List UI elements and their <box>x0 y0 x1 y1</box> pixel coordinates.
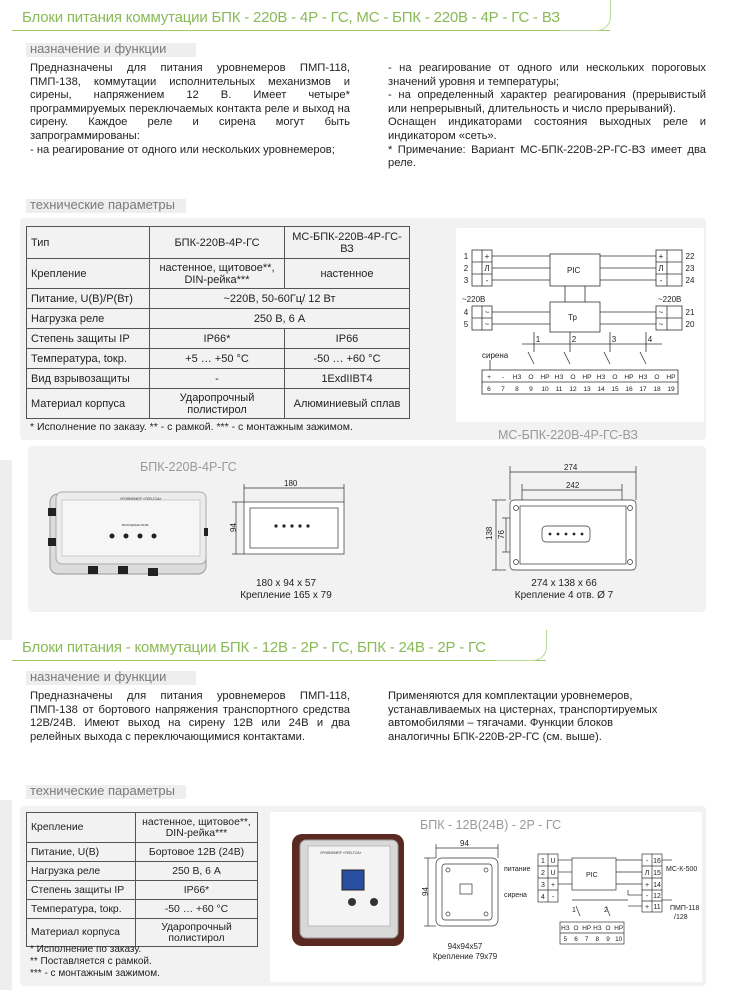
terminal-number: 1 <box>463 252 469 261</box>
terminal-sign: U <box>550 870 556 877</box>
relay-number: 4 <box>647 335 653 344</box>
section2-right-line4: аналогичны БПК-220В-2Р-ГС (см. выше). <box>388 730 602 743</box>
device1-label: УРОВНЕМЕР «ТЕВ-ГСА» <box>120 497 162 501</box>
terminal-number: 11 <box>555 386 563 393</box>
section2-right-paragraph <box>388 690 706 744</box>
terminal-number: 9 <box>529 386 533 393</box>
table-cell: настенное <box>285 259 410 289</box>
section2-note1: * Исполнение по заказу. <box>30 944 142 955</box>
product1-drawing <box>226 480 346 580</box>
product2-outer: 274 <box>564 463 578 472</box>
section2-right-line2: устанавливаемых на цистернах, транспортируемых <box>388 703 658 716</box>
section2-left-paragraph: Предназначены для питания уровнемеров ПМП-118, ПМП-138 от бортового напряжения транспортного средства 12В/24В. Имеют выход на сирену 12В или 24В и два релейных выхода с переключающимися контактами. <box>30 690 350 743</box>
section1-left-p1: Предназначены для питания уровнемеров ПМП-118, ПМП-138, коммутации исполнительных механизмов и сирены, напряжением 12 В. Имеет четыре* программируемых переключаемых контакта реле и выход на сирену. Каждое реле и сирена могут быть запрограммированы: <box>30 62 350 142</box>
terminal-number: 12 <box>569 386 577 393</box>
table-cell: -50 … +60 °С <box>285 349 410 369</box>
terminal-number: 7 <box>584 936 589 943</box>
product2-inner: 242 <box>566 481 580 490</box>
product2-dims: 274 х 138 х 66 <box>531 578 597 589</box>
terminal-number: 6 <box>487 386 491 393</box>
wiring-diagram-1 <box>462 242 698 398</box>
terminal-number: 9 <box>606 936 610 943</box>
product1-height: 94 <box>229 523 238 532</box>
sidebar-strip-bottom <box>0 800 12 990</box>
table-cell: Ударопрочный полистирол <box>150 389 285 419</box>
section2-drawing <box>420 838 506 942</box>
product2-inner-h: 76 <box>497 530 506 539</box>
table-row <box>27 862 258 881</box>
terminal-sign: НР <box>540 374 550 381</box>
tech2-heading: технические параметры <box>30 783 175 798</box>
table-row <box>27 349 410 369</box>
section1-right-p1: - на реагирование от одного или нескольких пороговых значений уровня и температуры; <box>388 62 706 88</box>
product1-mount: Крепление 165 х 79 <box>240 590 332 601</box>
purpose2-heading: назначение и функции <box>30 669 167 684</box>
terminal-sign: НР <box>614 925 624 932</box>
wiring-diagram-2 <box>502 850 702 948</box>
section1-left-paragraph <box>30 62 350 157</box>
device1-photo <box>48 486 208 582</box>
table-cell: Крепление <box>27 259 150 289</box>
terminal-sign: НР <box>582 374 592 381</box>
terminal-number: 1 <box>541 858 545 865</box>
sidebar-strip-top <box>0 460 12 640</box>
table-row <box>27 309 410 329</box>
table-cell: Питание, U(В) <box>27 843 136 862</box>
table-row <box>27 843 258 862</box>
table-cell: - <box>150 369 285 389</box>
terminal-number: 15 <box>653 870 661 877</box>
device1-small: ВЫХОДНЫЕ РЕЛЕ <box>122 523 149 527</box>
tech-heading: технические параметры <box>30 197 175 212</box>
section1-right-paragraph <box>388 62 706 171</box>
pic-label: PIC <box>567 266 581 275</box>
terminal-sign: О <box>612 374 618 381</box>
table-row <box>27 881 258 900</box>
terminal-sign: + <box>644 904 650 911</box>
terminal-number: 12 <box>653 893 661 900</box>
terminal-sign: ~ <box>484 320 490 329</box>
terminal-sign: ~ <box>658 308 664 317</box>
terminal-number: 4 <box>541 894 545 901</box>
siren2-label: сирена <box>504 892 527 899</box>
product1-width: 180 <box>284 480 298 488</box>
device2-photo <box>290 830 406 948</box>
table-cell: Нагрузка реле <box>27 309 150 329</box>
tr-label: Тр <box>568 313 577 322</box>
terminal-number: 13 <box>583 386 591 393</box>
table-cell: IP66 <box>285 329 410 349</box>
terminal-sign: О <box>528 374 534 381</box>
terminal-number: 16 <box>625 386 633 393</box>
section2-product-caption: БПК - 12В(24В) - 2Р - ГС <box>420 818 562 832</box>
table-cell: Питание, U(В)/P(Вт) <box>27 289 150 309</box>
purpose-heading: назначение и функции <box>30 41 167 56</box>
pic2-label: PIC <box>586 872 598 879</box>
terminal-number: 4 <box>463 308 469 317</box>
terminal-sign: НЗ <box>596 374 606 381</box>
terminal-number: 10 <box>615 936 623 943</box>
section2-dim-height: 94 <box>421 887 430 896</box>
table-cell: Степень защиты IP <box>27 881 136 900</box>
table-cell: Крепление <box>27 813 136 843</box>
terminal-number: 14 <box>653 882 661 889</box>
terminal-sign: Л <box>658 264 664 273</box>
table-cell: -50 … +60 °С <box>136 900 258 919</box>
terminal-sign: - <box>645 893 649 900</box>
terminal-sign: U <box>550 858 556 865</box>
terminal-number: 21 <box>685 308 695 317</box>
section2-title-line <box>12 660 546 661</box>
terminal-sign: НЗ <box>512 374 522 381</box>
terminal-number: 18 <box>653 386 661 393</box>
siren-label: сирена <box>482 351 509 360</box>
section1-right-p2: - на определенный характер реагирования (прерывистый или непрерывный, длительность и число прерываний). <box>388 89 706 115</box>
section1-title: Блоки питания коммутации БПК - 220В - 4Р - ГС, МС - БПК - 220В - 4Р - ГС - ВЗ <box>22 9 560 26</box>
table-cell: Нагрузка реле <box>27 862 136 881</box>
terminal-number: 10 <box>541 386 549 393</box>
terminal-sign: ~ <box>484 308 490 317</box>
terminal-sign: - <box>659 276 663 285</box>
terminal-number: 8 <box>595 936 600 943</box>
terminal-number: 3 <box>541 882 545 889</box>
terminal-number: 23 <box>685 264 695 273</box>
mc-label: МС-К-500 <box>666 866 698 873</box>
section1-title-bubble <box>560 0 611 31</box>
terminal-number: 3 <box>463 276 469 285</box>
device2-label: УРОВНЕМЕР «ТЕВ-ГСА» <box>320 851 362 855</box>
section2-note3: *** - с монтажным зажимом. <box>30 968 160 979</box>
section2-right-line1: Применяются для комплектации уровнемеров, <box>388 690 633 702</box>
table-cell: Материал корпуса <box>27 389 150 419</box>
section1-table-note: * Исполнение по заказу. ** - с рамкой. *** - с монтажным зажимом. <box>30 421 353 433</box>
terminal-sign: - <box>551 894 555 901</box>
table-cell: ~220В, 50-60Гц/ 12 Вт <box>150 289 410 309</box>
terminal-sign: + <box>484 252 490 261</box>
table-cell: настенное, щитовое**, DIN-рейка*** <box>136 813 258 843</box>
table-cell: IP66* <box>150 329 285 349</box>
relay-number: 3 <box>611 335 617 344</box>
terminal-sign: НЗ <box>638 374 648 381</box>
table-row <box>27 919 258 947</box>
terminal-sign: - <box>645 858 649 865</box>
relay-number: 1 <box>535 335 541 344</box>
diagram-caption: МС-БПК-220В-4Р-ГС-ВЗ <box>498 428 638 442</box>
terminal-sign: О <box>605 925 611 932</box>
table-cell: настенное, щитовое**, DIN-рейка*** <box>150 259 285 289</box>
terminal-sign: + <box>550 882 556 889</box>
terminal-sign: + <box>487 374 491 381</box>
table-cell: Алюминиевый сплав <box>285 389 410 419</box>
table-cell: 1ExdIIBT4 <box>285 369 410 389</box>
terminal-sign: НЗ <box>561 925 570 932</box>
terminal-sign: НЗ <box>593 925 602 932</box>
table-cell: IP66* <box>136 881 258 900</box>
table-row <box>27 900 258 919</box>
terminal-sign: О <box>573 925 579 932</box>
power-label: питание <box>504 866 531 873</box>
section1-right-p4: * Примечание: Вариант МС-БПК-220В-2Р-ГС-ВЗ имеет два реле. <box>388 143 706 170</box>
pmp-label2: /128 <box>674 914 688 921</box>
terminal-sign: - <box>501 374 505 381</box>
terminal-number: 15 <box>611 386 619 393</box>
table-cell: Температура, tокр. <box>27 900 136 919</box>
relay-number: 2 <box>571 335 577 344</box>
section2-dims: 94х94х57 <box>447 942 483 951</box>
table-cell: Вид взрывозащиты <box>27 369 150 389</box>
product2-height: 138 <box>485 526 494 540</box>
terminal-sign: О <box>570 374 576 381</box>
terminal-sign: НР <box>666 374 676 381</box>
relay-number: 1 <box>572 907 576 914</box>
terminal-sign: НЗ <box>554 374 564 381</box>
table-cell: Ударопрочный полистирол <box>136 919 258 947</box>
supply-label-left: ~220В <box>462 295 486 304</box>
terminal-number: 20 <box>685 320 695 329</box>
terminal-sign: О <box>654 374 660 381</box>
terminal-sign: НР <box>624 374 634 381</box>
section1-title-line <box>12 30 610 31</box>
terminal-number: 2 <box>463 264 469 273</box>
table-cell: 250 В, 6 А <box>136 862 258 881</box>
terminal-number: 19 <box>667 386 675 393</box>
pmp-label: ПМП-118 <box>670 905 700 912</box>
supply-label-right: ~220В <box>658 295 682 304</box>
terminal-sign: - <box>485 276 489 285</box>
table-row <box>27 227 410 259</box>
section2-note2: ** Поставляется с рамкой. <box>30 956 152 967</box>
table-cell: МС-БПК-220В-4Р-ГС-ВЗ <box>285 227 410 259</box>
table-cell: +5 … +50 °С <box>150 349 285 369</box>
table-row <box>27 259 410 289</box>
terminal-number: 14 <box>597 386 605 393</box>
table-cell: 250 В, 6 А <box>150 309 410 329</box>
terminal-number: 11 <box>653 904 661 911</box>
terminal-number: 22 <box>685 252 695 261</box>
section2-mount: Крепление 79х79 <box>432 952 498 961</box>
terminal-sign: ~ <box>658 320 664 329</box>
table-cell: Материал корпуса <box>27 919 136 947</box>
relay-number: 2 <box>604 907 608 914</box>
table-cell: Тип <box>27 227 150 259</box>
terminal-number: 17 <box>639 386 647 393</box>
product2-mount: Крепление 4 отв. Ø 7 <box>514 590 614 601</box>
table-row <box>27 389 410 419</box>
product1-caption: БПК-220В-4Р-ГС <box>140 460 237 474</box>
terminal-number: 2 <box>541 870 545 877</box>
section2-spec-table <box>26 812 258 947</box>
terminal-number: 7 <box>501 386 505 393</box>
table-row <box>27 289 410 309</box>
section2-dim-width: 94 <box>460 839 469 848</box>
table-cell: БПК-220В-4Р-ГС <box>150 227 285 259</box>
terminal-sign: + <box>658 252 664 261</box>
terminal-number: 24 <box>685 276 695 285</box>
terminal-sign: Л <box>644 870 650 877</box>
terminal-number: 6 <box>574 936 578 943</box>
section2-title: Блоки питания - коммутации БПК - 12В - 2Р - ГС, БПК - 24В - 2Р - ГС <box>22 639 486 656</box>
table-row <box>27 329 410 349</box>
terminal-sign: НР <box>582 925 592 932</box>
table-cell: Температура, tокр. <box>27 349 150 369</box>
section2-title-bubble <box>496 630 547 661</box>
section1-right-p3: Оснащен индикаторами состояния выходных реле и индикатором «сеть». <box>388 116 706 142</box>
terminal-number: 5 <box>563 936 568 943</box>
product2-drawing <box>470 460 646 580</box>
terminal-number: 16 <box>653 858 661 865</box>
table-row <box>27 369 410 389</box>
table-cell: Степень защиты IP <box>27 329 150 349</box>
section2-right-line3: автомобилями – тягачами. Функции блоков <box>388 717 614 730</box>
terminal-sign: + <box>644 882 650 889</box>
table-row <box>27 813 258 843</box>
section1-spec-table <box>26 226 410 419</box>
product1-dims: 180 х 94 х 57 <box>255 578 317 589</box>
table-cell: Бортовое 12В (24В) <box>136 843 258 862</box>
terminal-number: 8 <box>515 386 519 393</box>
section1-left-p2: - на реагирование от одного или нескольких уровнемеров; <box>30 143 335 156</box>
terminal-sign: Л <box>484 264 490 273</box>
terminal-number: 5 <box>463 320 469 329</box>
